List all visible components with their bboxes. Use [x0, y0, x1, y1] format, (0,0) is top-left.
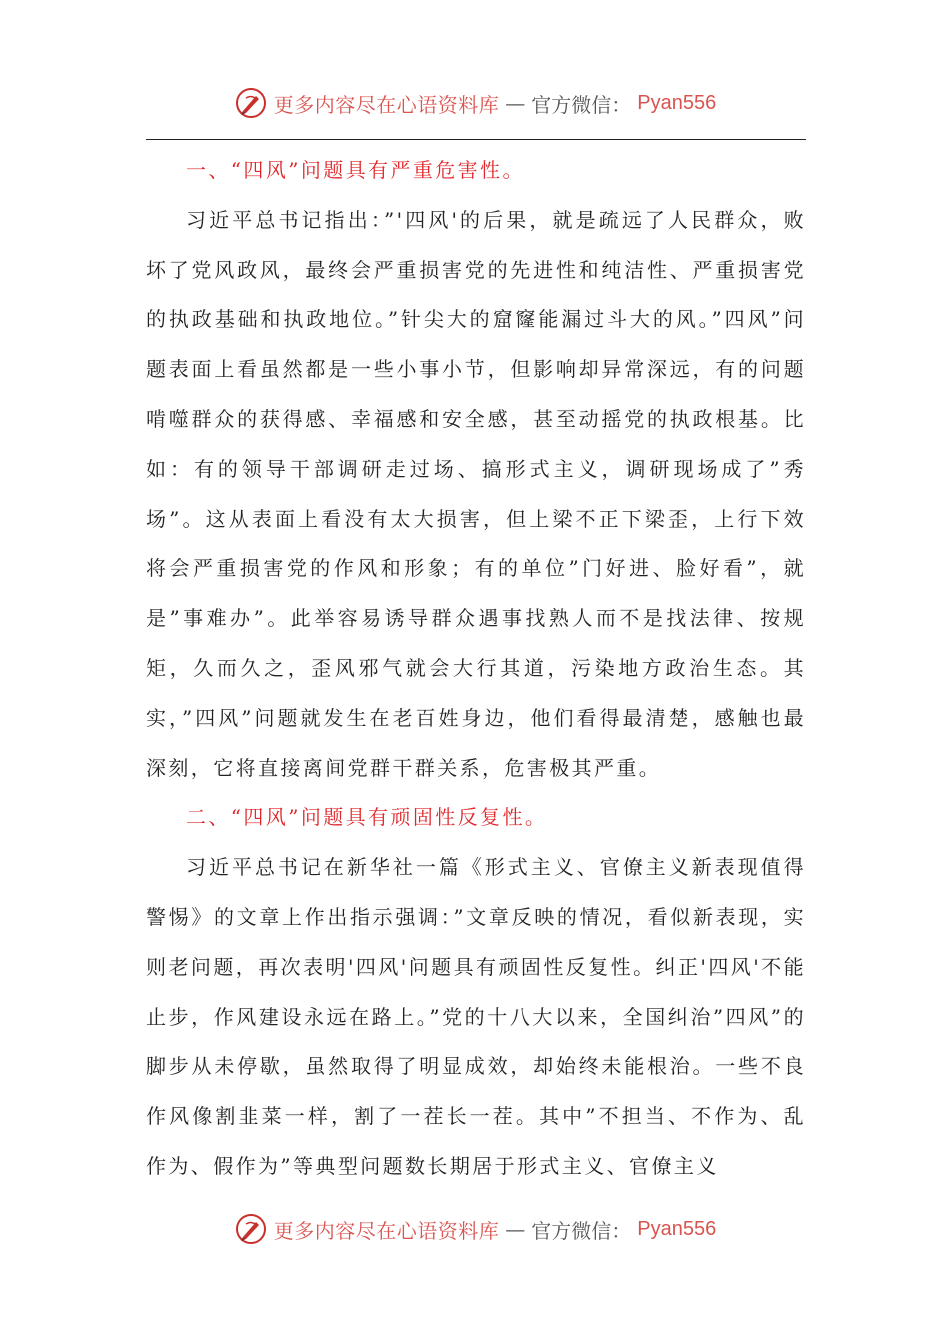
page-header: [0, 82, 950, 124]
header-banner-separator: —: [505, 91, 526, 115]
footer-banner-text: 更多内容尽在心语资料库: [273, 1218, 500, 1243]
pen-logo-icon: [234, 1212, 268, 1246]
header-banner-text: 更多内容尽在心语资料库: [273, 92, 500, 117]
section-body-1: 习近平总书记指出：”'四风'的后果，就是疏远了人民群众，败坏了党风政风，最终会严重损害党的先进性和纯洁性、严重损害党的执政基础和执政地位。”针尖大的窟窿能漏过斗大的风。”四风”问题表面上看虽然都是一些小事小节，但影响却异常深远，有的问题啃噬群众的获得感、幸福感和安全感，甚至动摇党的执政根基。比如：有的领导干部调研走过场、搞形式主义，调研现场成了”秀场”。这从表面上看没有太大损害，但上梁不正下梁歪，上行下效将会严重损害党的作风和形象；有的单位”门好进、脸好看”，就是”事难办”。此举容易诱导群众遇事找熟人而不是找法律、按规矩，久而久之，歪风邪气就会大行其道，污染地方政治生态。其实，”四风”问题就发生在老百姓身边，他们看得最清楚，感触也最深刻，它将直接离间党群干群关系，危害极其严重。: [146, 207, 806, 780]
header-wechat-label: 官方微信：: [531, 92, 632, 117]
document-body: [146, 146, 806, 1192]
footer-banner-separator: —: [505, 1217, 526, 1241]
header-divider: [146, 139, 806, 140]
footer-wechat-label: 官方微信：: [531, 1218, 632, 1243]
section-heading-2: 二、“四风”问题具有顽固性反复性。: [186, 805, 548, 830]
pen-logo-icon: [234, 86, 268, 120]
section-heading-1: 一、“四风”问题具有严重危害性。: [186, 158, 525, 182]
section-body-2: 习近平总书记在新华社一篇《形式主义、官僚主义新表现值得警惕》的文章上作出指示强调：”文章反映的情况，看似新表现，实则老问题，再次表明'四风'问题具有顽固性反复性。纠正'四风'不能止步，作风建设永远在路上。”党的十八大以来，全国纠治”四风”的脚步从未停歇，虽然取得了明显成效，却始终未能根治。一些不良作风像割韭菜一样，割了一茬长一茬。其中”不担当、不作为、乱作为、假作为”等典型问题数长期居于形式主义、官僚主义: [146, 855, 806, 1178]
header-wechat-id: Pyan556: [637, 91, 717, 114]
header-banner: [234, 86, 716, 120]
footer-wechat-id: Pyan556: [637, 1217, 717, 1240]
footer-banner: [234, 1212, 716, 1246]
page-footer: [0, 1208, 950, 1250]
